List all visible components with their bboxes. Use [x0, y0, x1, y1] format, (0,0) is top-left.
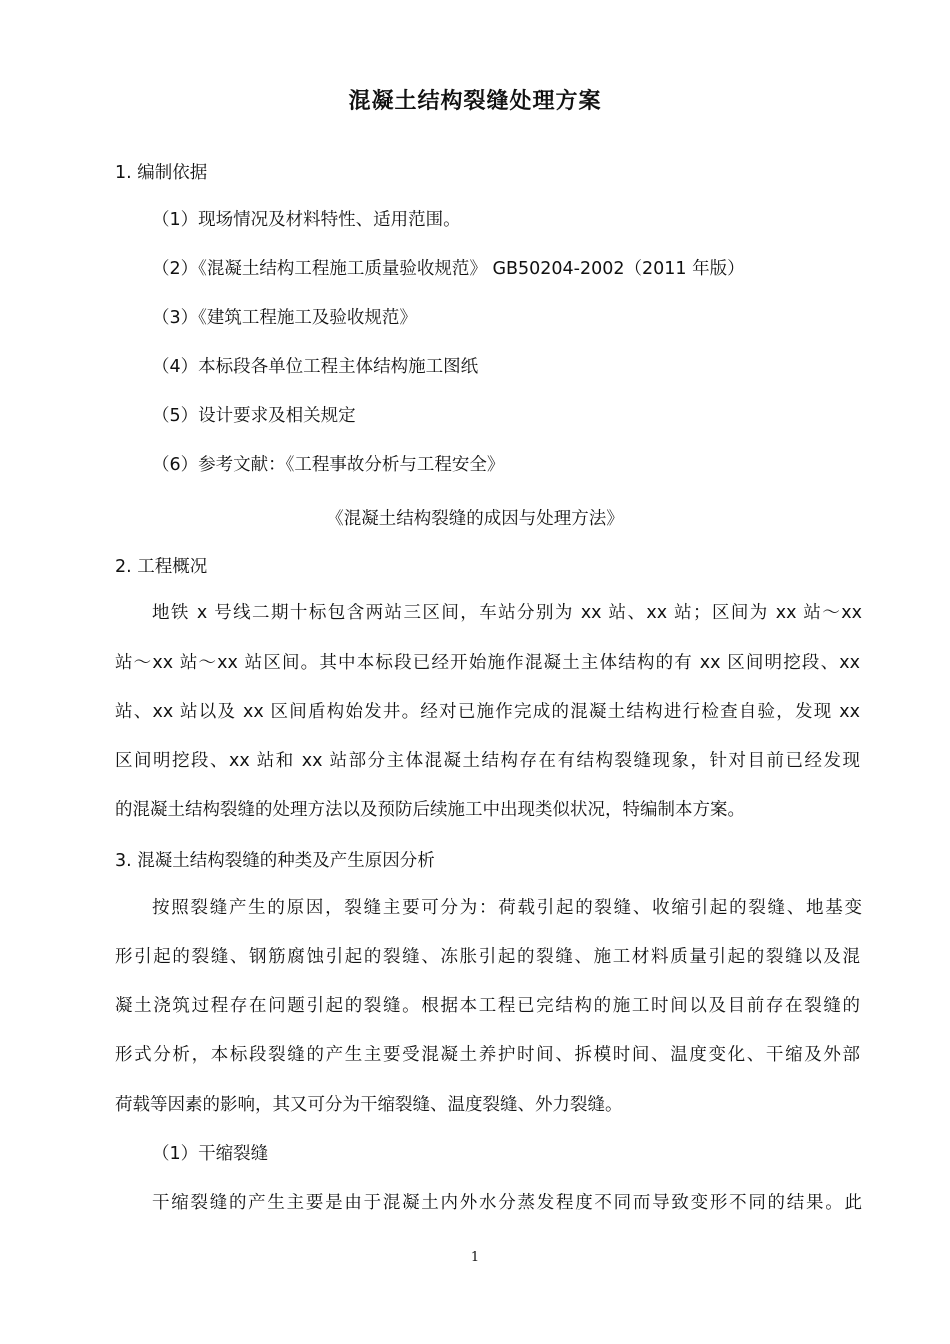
crack-types-line-4: 形式分析，本标段裂缝的产生主要受混凝土养护时间、拆模时间、温度变化、干缩及外部 — [115, 1045, 860, 1065]
section-heading-basis: 1. 编制依据 — [115, 163, 208, 183]
crack-types-line-1: 按照裂缝产生的原因，裂缝主要可分为：荷载引起的裂缝、收缩引起的裂缝、地基变 — [152, 898, 862, 918]
reference-title-centered: 《混凝土结构裂缝的成因与处理方法》 — [326, 509, 624, 529]
shrinkage-line-1: 干缩裂缝的产生主要是由于混凝土内外水分蒸发程度不同而导致变形不同的结果。此 — [152, 1193, 862, 1213]
overview-line-1: 地铁 x 号线二期十标包含两站三区间，车站分别为 xx 站、xx 站；区间为 xx 站～xx — [152, 603, 862, 623]
document-title: 混凝土结构裂缝处理方案 — [348, 89, 602, 114]
overview-line-3: 站、xx 站以及 xx 区间盾构始发井。经对已施作完成的混凝土结构进行检查自验，发现 xx — [115, 702, 860, 722]
overview-line-4: 区间明挖段、xx 站和 xx 站部分主体混凝土结构存在有结构裂缝现象，针对目前已经发现 — [115, 751, 860, 771]
basis-item-2: （2）《混凝土结构工程施工质量验收规范》 GB50204-2002（2011 年版） — [152, 259, 745, 279]
crack-types-line-2: 形引起的裂缝、钢筋腐蚀引起的裂缝、冻胀引起的裂缝、施工材料质量引起的裂缝以及混 — [115, 947, 860, 967]
crack-types-line-5: 荷载等因素的影响，其又可分为干缩裂缝、温度裂缝、外力裂缝。 — [115, 1095, 623, 1115]
subsection-heading-shrinkage: （1）干缩裂缝 — [152, 1144, 269, 1164]
basis-item-5: （5）设计要求及相关规定 — [152, 406, 356, 426]
page-number: 1 — [470, 1250, 480, 1265]
crack-types-line-3: 凝土浇筑过程存在问题引起的裂缝。根据本工程已完结构的施工时间以及目前存在裂缝的 — [115, 996, 860, 1016]
basis-item-6: （6）参考文献：《工程事故分析与工程安全》 — [152, 455, 505, 475]
basis-item-3: （3）《建筑工程施工及验收规范》 — [152, 308, 417, 328]
overview-line-5: 的混凝土结构裂缝的处理方法以及预防后续施工中出现类似状况，特编制本方案。 — [115, 800, 745, 820]
basis-item-1: （1）现场情况及材料特性、适用范围。 — [152, 210, 461, 230]
overview-line-2: 站～xx 站～xx 站区间。其中本标段已经开始施作混凝土主体结构的有 xx 区间明挖段、xx — [115, 653, 860, 673]
basis-item-4: （4）本标段各单位工程主体结构施工图纸 — [152, 357, 479, 377]
section-heading-overview: 2. 工程概况 — [115, 557, 208, 577]
section-heading-crack-types: 3. 混凝土结构裂缝的种类及产生原因分析 — [115, 851, 435, 871]
